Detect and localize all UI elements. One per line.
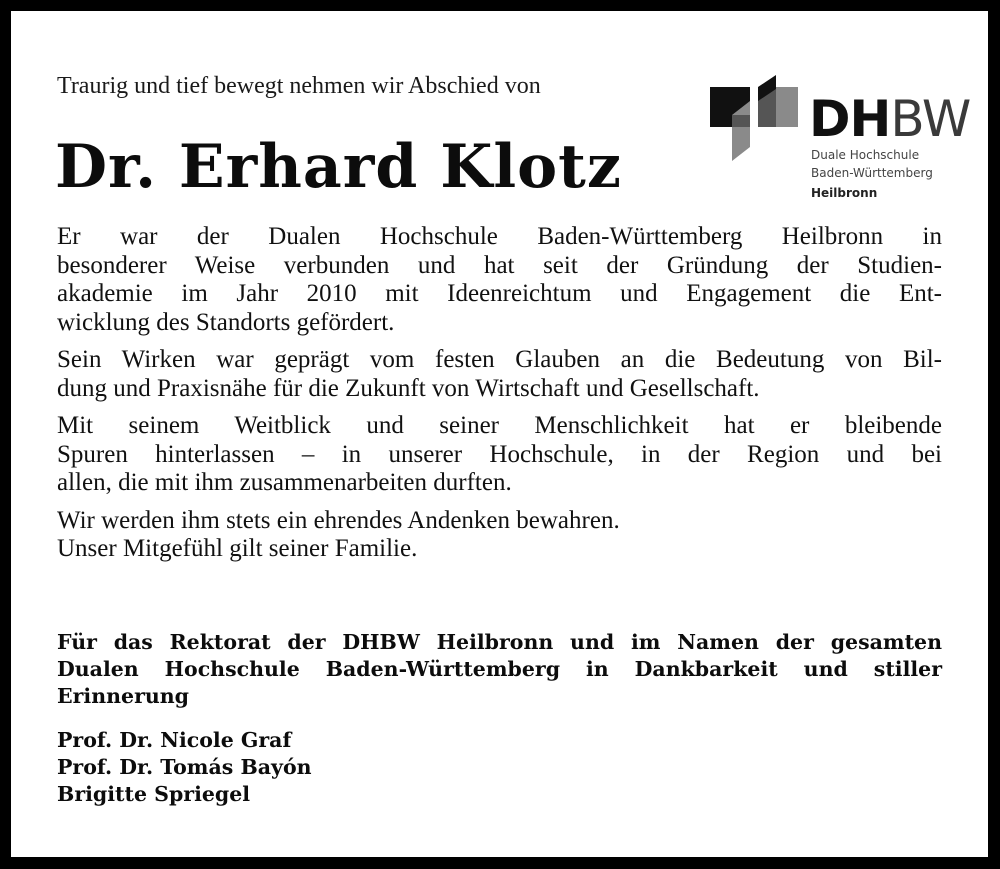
closing-statement [57,629,942,710]
paragraph-1 [57,223,942,337]
logo-line-1: Duale Hochschule [811,148,920,162]
text-line: dung und Praxisnähe für die Zukunft von Wirtschaft und Gesellschaft. [57,374,760,402]
dhbw-logo-mark-icon [708,75,798,165]
wordmark-dh: DH [809,90,891,148]
paragraph-4 [57,507,942,564]
dhbw-wordmark [809,91,970,147]
text-line: wicklung des Standorts gefördert. [57,308,395,336]
wordmark-bw: BW [890,90,971,148]
signer-name: Prof. Dr. Tomás Bayón [57,755,312,779]
logo-campus: Heilbronn [811,186,878,200]
text-line: Mit seinem Weitblick und seiner Menschlichkeit hat er bleibende [57,412,942,439]
logo-line-2: Baden-Württemberg [811,166,933,180]
text-line: allen, die mit ihm zusammenarbeiten durften. [57,469,512,496]
intro-text: Traurig und tief bewegt nehmen wir Abschied von [57,73,541,99]
obituary-body [57,223,942,573]
logo-subtitle [811,146,933,202]
paragraph-2 [57,346,942,403]
signer-name: Prof. Dr. Nicole Graf [57,728,292,752]
text-line: Wir werden ihm stets ein ehrendes Andenken bewahren. [57,506,620,534]
paragraph-3 [57,412,942,498]
text-line: akademie im Jahr 2010 mit Ideenreichtum und Engagement die Ent- [57,280,942,307]
closing-line: Dualen Hochschule Baden-Württemberg in Dankbarkeit und stiller [57,657,942,681]
deceased-name: Dr. Erhard Klotz [55,132,622,202]
text-line: Er war der Dualen Hochschule Baden-Württemberg Heilbronn in [57,223,942,250]
closing-line: Für das Rektorat der DHBW Heilbronn und im Namen der gesamten [57,630,942,654]
dhbw-logo [708,75,971,205]
text-line: Unser Mitgefühl gilt seiner Familie. [57,535,418,562]
obituary-notice [11,11,988,857]
signer-name: Brigitte Spriegel [57,782,251,806]
closing-line: Erinnerung [57,684,190,708]
text-line: besonderer Weise verbunden und hat seit der Gründung der Studien- [57,251,942,279]
text-line: Spuren hinterlassen – in unserer Hochschule, in der Region und bei [57,440,942,468]
signers-list [57,727,312,808]
text-line: Sein Wirken war geprägt vom festen Glauben an die Bedeutung von Bil- [57,346,942,373]
